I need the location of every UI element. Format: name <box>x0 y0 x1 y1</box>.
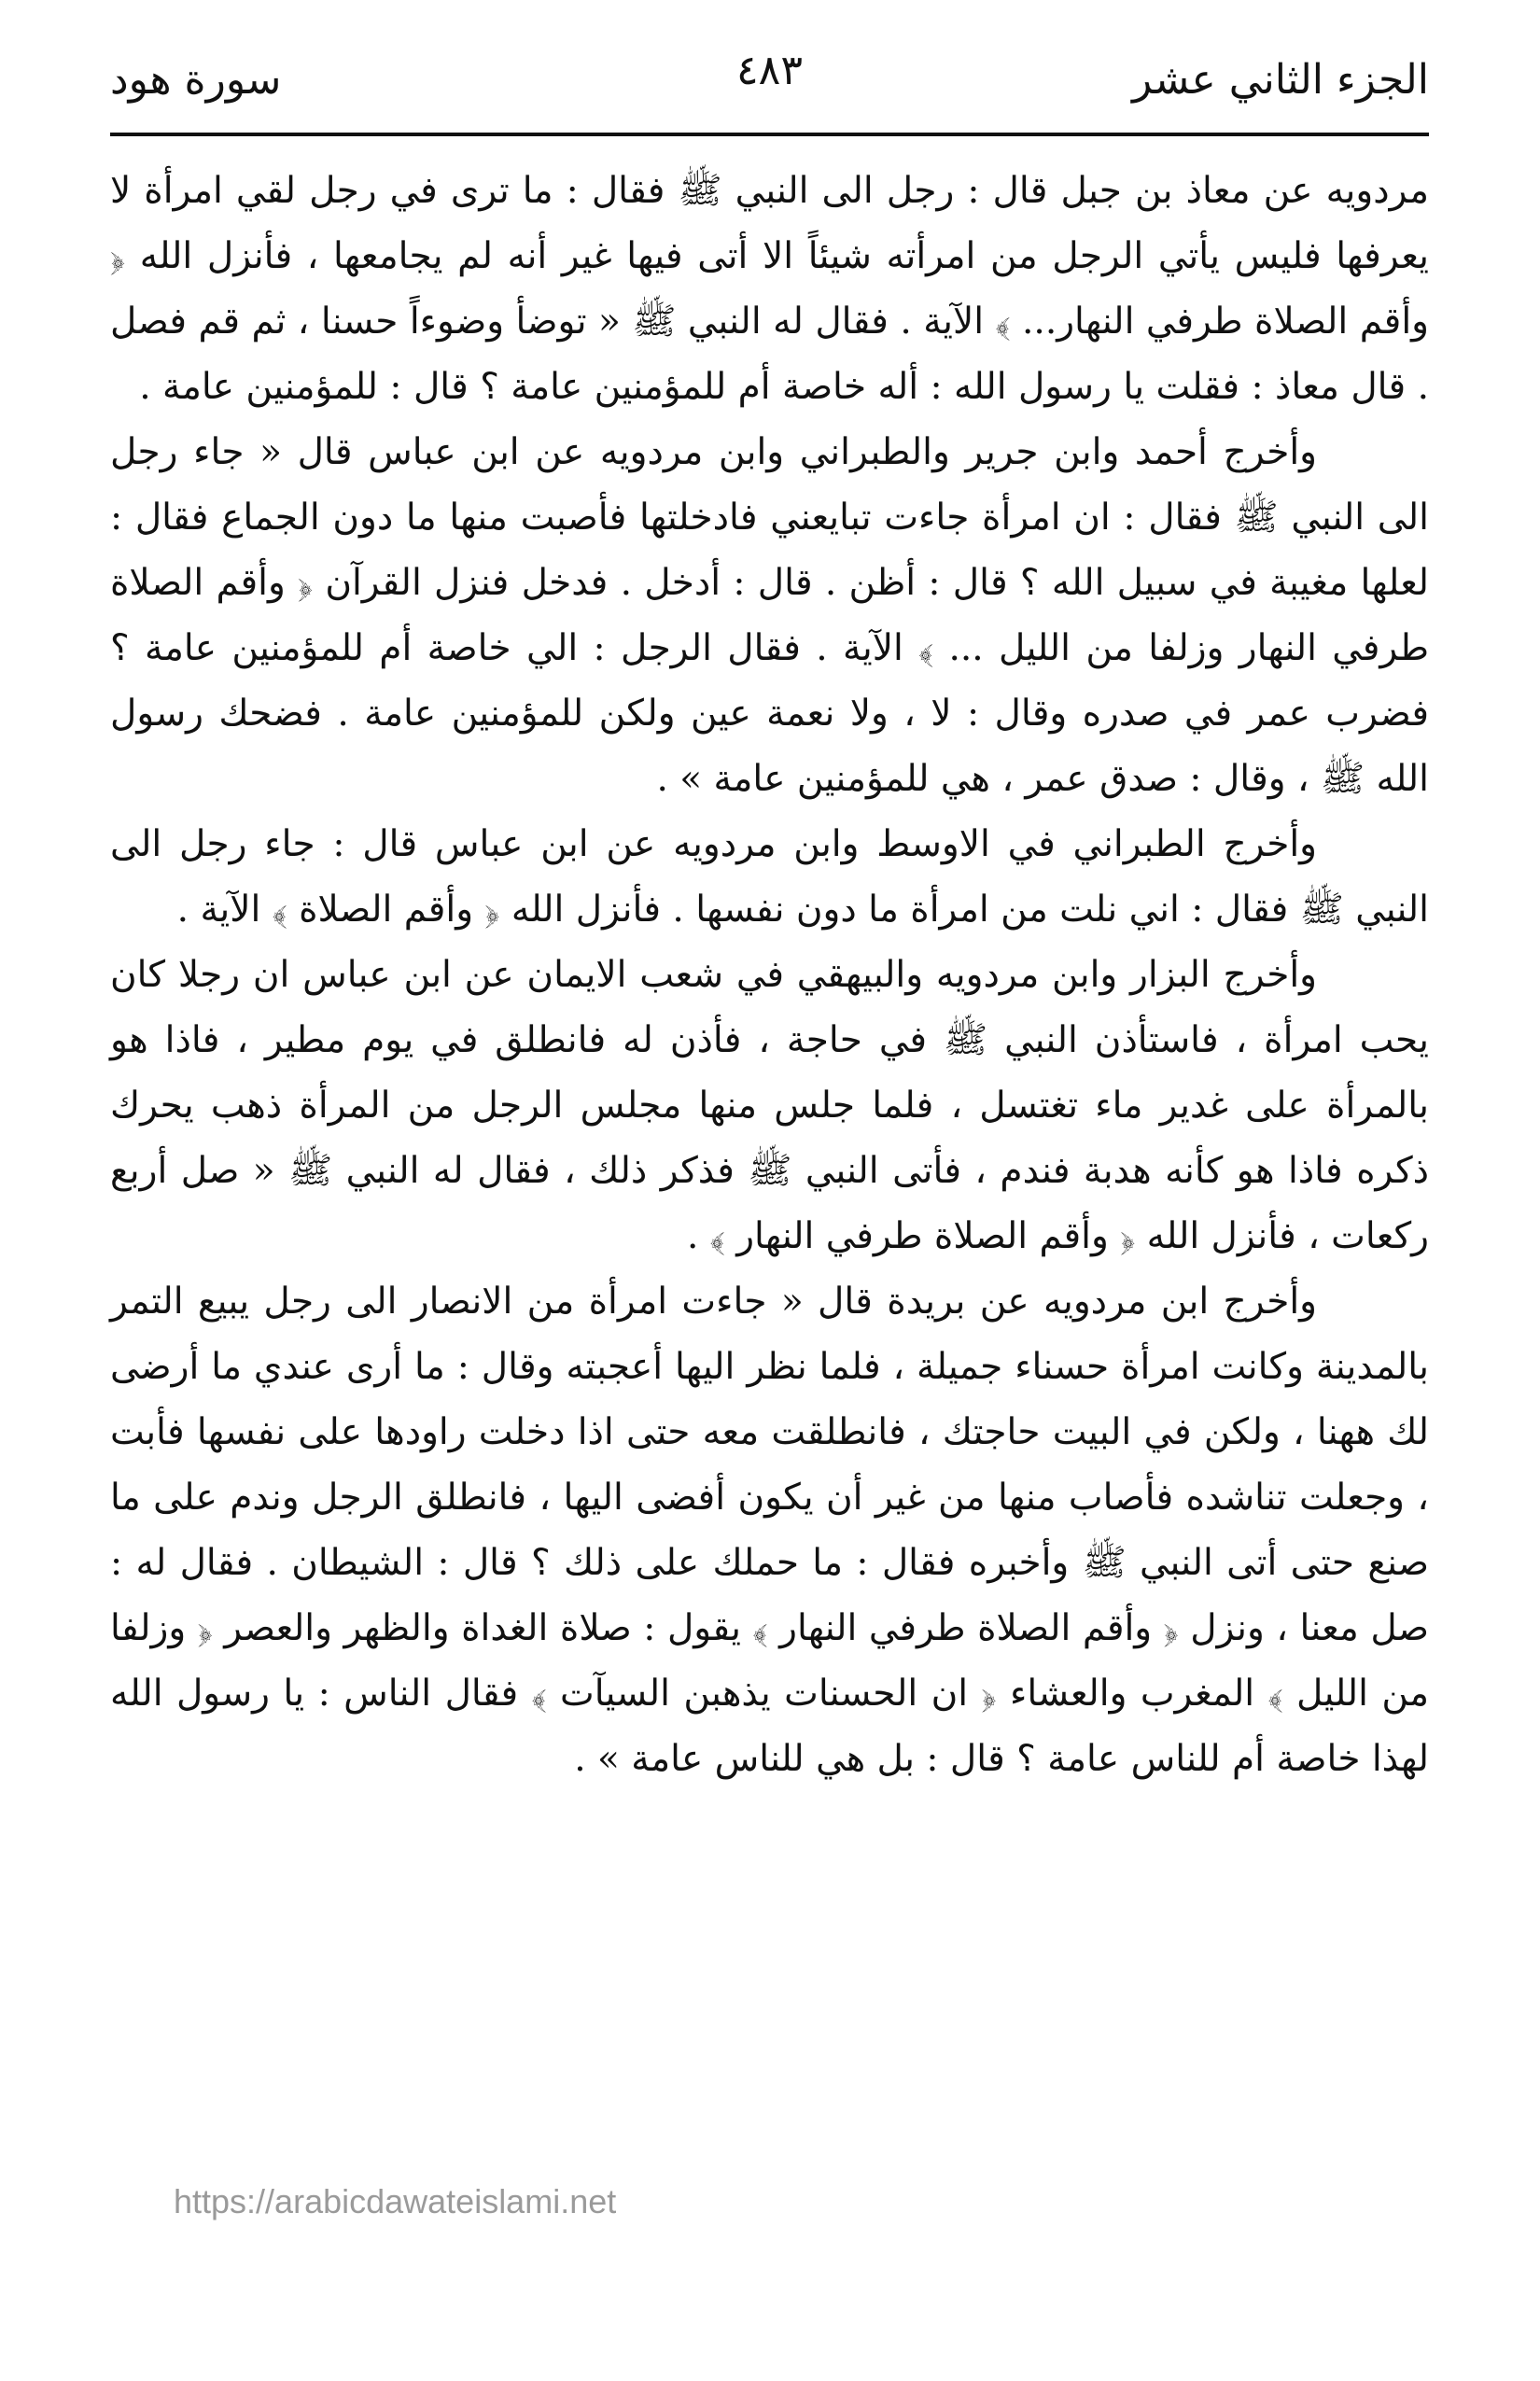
page-number: ٤٨٣ <box>736 47 803 94</box>
paragraph: وأخرج البزار وابن مردويه والبيهقي في شعب الايمان عن ابن عباس ان رجلا كان يحب امرأة ، فاستأذن النبي ﷺ في حاجة ، فأذن له فانطلق في يوم مطير ، فاذا هو بالمرأة على غدير ماء تغتسل ، فلما جلس منها مجلس الرجل من المرأة ذهب يحرك ذكره فاذا هو كأنه هدبة فندم ، فأتى النبي ﷺ فذكر ذلك ، فقال له النبي ﷺ « صل أربع ركعات ، فأنزل الله ﴿ وأقم الصلاة طرفي النهار ﴾ . <box>110 954 1429 1257</box>
paragraph: مردويه عن معاذ بن جبل قال : رجل الى النبي ﷺ فقال : ما ترى في رجل لقي امرأة لا يعرفها فليس يأتي الرجل من امرأته شيئاً الا أتى فيها غير أنه لم يجامعها ، فأنزل الله ﴿ وأقم الصلاة طرفي النهار... ﴾ الآية . فقال له النبي ﷺ « توضأ وضوءاً حسنا ، ثم قم فصل . قال معاذ : فقلت يا رسول الله : أله خاصة أم للمؤمنين عامة ؟ قال : للمؤمنين عامة . <box>110 170 1429 408</box>
header-rule <box>110 133 1429 136</box>
page-header <box>110 47 1429 112</box>
paragraph: وأخرج ابن مردويه عن بريدة قال « جاءت امرأة من الانصار الى رجل يبيع التمر بالمدينة وكانت امرأة حسناء جميلة ، فلما نظر اليها أعجبته وقال : ما أرى عندي ما أرضى لك ههنا ، ولكن في البيت حاجتك ، فانطلقت معه حتى اذا دخلت راودها على نفسها فأبت ، وجعلت تناشده فأصاب منها من غير أن يكون أفضى اليها ، فانطلق الرجل وندم على ما صنع حتى أتى النبي ﷺ وأخبره فقال : ما حملك على ذلك ؟ قال : الشيطان . فقال له : صل معنا ، ونزل ﴿ وأقم الصلاة طرفي النهار ﴾ يقول : صلاة الغداة والظهر والعصر ﴿ وزلفا من الليل ﴾ المغرب والعشاء ﴿ ان الحسنات يذهبن السيآت ﴾ فقال الناس : يا رسول الله لهذا خاصة أم للناس عامة ؟ قال : بل هي للناس عامة » . <box>110 1281 1429 1780</box>
running-head-surah: سورة هود <box>110 55 282 104</box>
page-body <box>110 159 1429 1792</box>
watermark-url: https://arabicdawateislami.net <box>174 2182 617 2220</box>
paragraph: وأخرج الطبراني في الاوسط وابن مردويه عن ابن عباس قال : جاء رجل الى النبي ﷺ فقال : اني نلت من امرأة ما دون نفسها . فأنزل الله ﴿ وأقم الصلاة ﴾ الآية . <box>110 823 1429 931</box>
running-head-part: الجزء الثاني عشر <box>1132 55 1429 104</box>
paragraph: وأخرج أحمد وابن جرير والطبراني وابن مردويه عن ابن عباس قال « جاء رجل الى النبي ﷺ فقال : ان امرأة جاءت تبايعني فادخلتها فأصبت منها ما دون الجماع فقال : لعلها مغيبة في سبيل الله ؟ قال : أظن . قال : أدخل . فدخل فنزل القرآن ﴿ وأقم الصلاة طرفي النهار وزلفا من الليل ... ﴾ الآية . فقال الرجل : الي خاصة أم للمؤمنين عامة ؟ فضرب عمر في صدره وقال : لا ، ولا نعمة عين ولكن للمؤمنين عامة . فضحك رسول الله ﷺ ، وقال : صدق عمر ، هي للمؤمنين عامة » . <box>110 431 1429 800</box>
